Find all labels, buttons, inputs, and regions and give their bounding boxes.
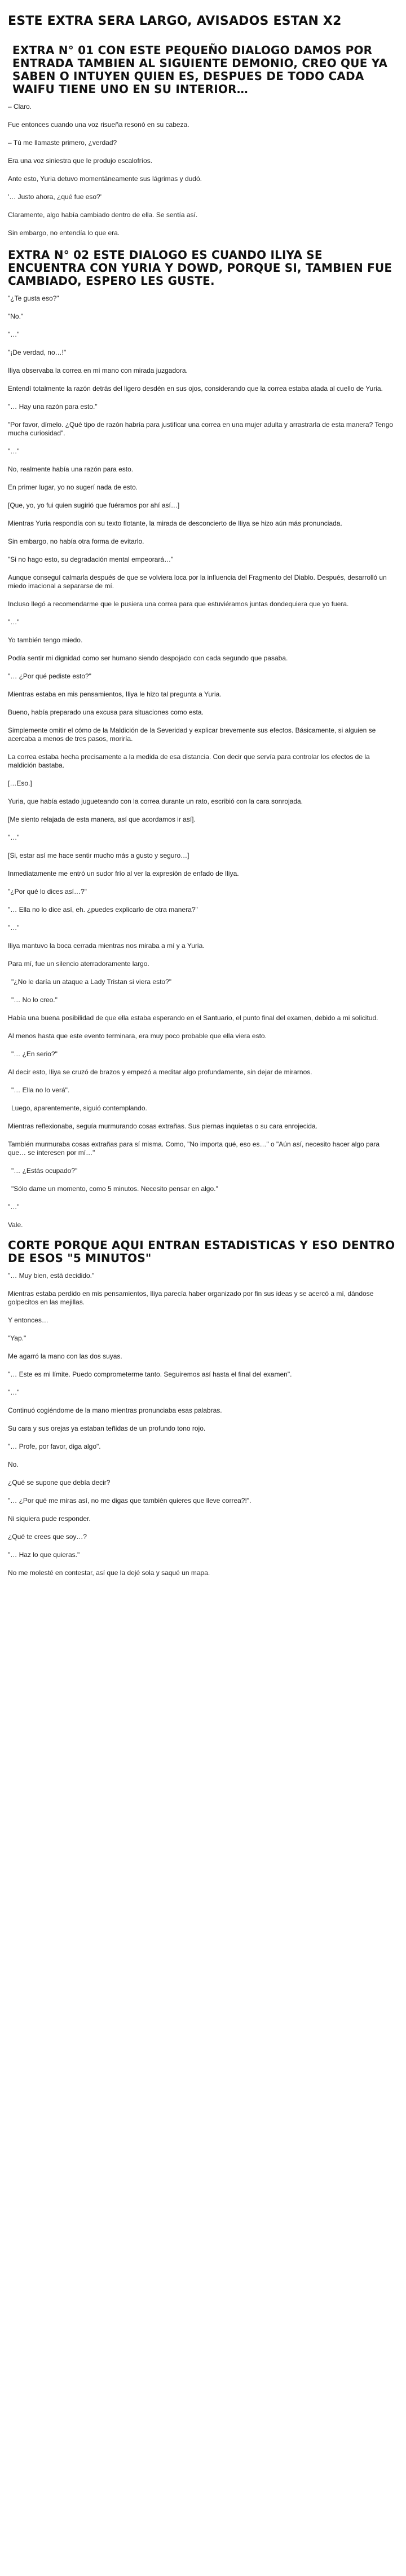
paragraph: "… ¿Estás ocupado?" xyxy=(11,1167,78,1175)
paragraph: "Yap." xyxy=(8,1334,27,1342)
paragraph: Mientras estaba perdido en mis pensamientos, Iliya parecía haber organizado por fin sus ideas y se acercó a mí, dándose golpecitos en las mejillas. xyxy=(8,1290,374,1306)
paragraph: Iliya observaba la correa en mi mano con mirada juzgadora. xyxy=(8,367,188,374)
paragraph: "…" xyxy=(8,833,20,841)
stats-cut-section xyxy=(8,1239,398,1577)
paragraph: "… ¿Por qué pediste esto?" xyxy=(8,672,91,680)
paragraph: No, realmente había una razón para esto. xyxy=(8,465,134,473)
paragraph: En primer lugar, yo no sugerí nada de esto. xyxy=(8,483,138,491)
paragraph: "… No lo creo." xyxy=(11,996,58,1004)
paragraph: "… Este es mi límite. Puedo comprometerme tanto. Seguiremos así hasta el final del examen". xyxy=(8,1370,292,1378)
paragraph: "¡De verdad, no…!" xyxy=(8,349,67,356)
paragraph: "¿No le daría un ataque a Lady Tristan si viera esto?" xyxy=(11,978,172,986)
paragraph: Sin embargo, no había otra forma de evitarlo. xyxy=(8,537,144,545)
paragraph: Era una voz siniestra que le produjo escalofríos. xyxy=(8,157,153,165)
paragraph: También murmuraba cosas extrañas para sí misma. Como, "No importa qué, eso es…" o "Aún así, necesito hacer algo para que… se interesen por mí…" xyxy=(8,1140,380,1157)
paragraph: Vale. xyxy=(8,1221,23,1229)
paragraph: Bueno, había preparado una excusa para situaciones como esta. xyxy=(8,708,204,716)
paragraph: [Si, estar así me hace sentir mucho más a gusto y seguro…] xyxy=(8,852,189,859)
paragraph: "…" xyxy=(8,1203,20,1211)
paragraph: "Si no hago esto, su degradación mental empeorará…" xyxy=(8,555,174,563)
paragraph: '… Justo ahora, ¿qué fue eso?' xyxy=(8,193,102,201)
extra-02-section xyxy=(8,249,398,1229)
paragraph: Su cara y sus orejas ya estaban teñidas de un profundo tono rojo. xyxy=(8,1424,206,1432)
extra-02-heading: EXTRA N° 02 ESTE DIALOGO ES CUANDO ILIYA SE ENCUENTRA CON YURIA Y DOWD, PORQUE SI, TAMBIEN FUE CAMBIADO, ESPERO LES GUSTE. xyxy=(8,248,392,288)
paragraph: Simplemente omitir el cómo de la Maldición de la Severidad y explicar brevemente sus efectos. Básicamente, si alguien se acercaba a menos de tres pasos, moriría. xyxy=(8,726,376,743)
paragraph: ¿Qué te crees que soy…? xyxy=(8,1533,87,1541)
paragraph: Mientras reflexionaba, seguía murmurando cosas extrañas. Sus piernas inquietas o su cara enrojecida. xyxy=(8,1122,317,1130)
paragraph: "… Profe, por favor, diga algo". xyxy=(8,1443,101,1450)
paragraph: "Sólo dame un momento, como 5 minutos. Necesito pensar en algo." xyxy=(11,1185,218,1193)
paragraph: Ante esto, Yuria detuvo momentáneamente sus lágrimas y dudó. xyxy=(8,175,202,183)
paragraph: "…" xyxy=(8,924,20,932)
paragraph: – Tú me llamaste primero, ¿verdad? xyxy=(8,139,117,147)
paragraph: Al menos hasta que este evento terminara, era muy poco probable que ella viera esto. xyxy=(8,1032,267,1040)
paragraph: Inmediatamente me entró un sudor frío al ver la expresión de enfado de Iliya. xyxy=(8,870,239,877)
paragraph: Al decir esto, Iliya se cruzó de brazos y empezó a meditar algo profundamente, sin dejar de mirarnos. xyxy=(8,1068,312,1076)
paragraph: "… Ella no lo verá". xyxy=(11,1086,70,1094)
paragraph: "…" xyxy=(8,1388,20,1396)
paragraph: Incluso llegó a recomendarme que le pusiera una correa para que estuviéramos juntas dondequiera que yo fuera. xyxy=(8,600,349,608)
paragraph: "… Hay una razón para esto." xyxy=(8,403,98,411)
paragraph: Sin embargo, no entendía lo que era. xyxy=(8,229,120,237)
paragraph: "… Muy bien, está decidido." xyxy=(8,1272,95,1280)
paragraph: Iliya mantuvo la boca cerrada mientras nos miraba a mí y a Yuria. xyxy=(8,942,205,950)
paragraph: [Me siento relajada de esta manera, así que acordamos ir así]. xyxy=(8,815,196,823)
paragraph: [Que, yo, yo fui quien sugirió que fuéramos por ahí así…] xyxy=(8,501,180,509)
paragraph: "…" xyxy=(8,618,20,626)
paragraph: Había una buena posibilidad de que ella estaba esperando en el Santuario, el punto final del examen, debido a mi solicitud. xyxy=(8,1014,378,1022)
paragraph: ¿Qué se supone que debía decir? xyxy=(8,1479,111,1487)
stats-cut-heading: CORTE PORQUE AQUI ENTRAN ESTADISTICAS Y ESO DENTRO DE ESOS "5 MINUTOS" xyxy=(8,1238,395,1265)
paragraph: Yuria, que había estado jugueteando con la correa durante un rato, escribió con la cara sonrojada. xyxy=(8,797,303,805)
paragraph: "… Haz lo que quieras." xyxy=(8,1551,80,1559)
paragraph: – Claro. xyxy=(8,103,32,111)
paragraph: "…" xyxy=(8,447,20,455)
paragraph: Mientras Yuria respondía con su texto flotante, la mirada de desconcierto de Iliya se hizo aún más pronunciada. xyxy=(8,519,342,527)
paragraph: La correa estaba hecha precisamente a la medida de esa distancia. Con decir que servía para controlar los efectos de la maldición bastaba. xyxy=(8,753,370,769)
paragraph: "… ¿Por qué me miras así, no me digas que también quieres que lleve correa?!". xyxy=(8,1497,251,1505)
paragraph: Yo también tengo miedo. xyxy=(8,636,83,644)
paragraph: Continuó cogiéndome de la mano mientras pronunciaba esas palabras. xyxy=(8,1406,222,1414)
page-title: ESTE EXTRA SERA LARGO, AVISADOS ESTAN X2 xyxy=(8,14,342,28)
paragraph: Para mí, fue un silencio aterradoramente largo. xyxy=(8,960,149,968)
paragraph: "Por favor, dímelo. ¿Qué tipo de razón habría para justificar una correa en una mujer adulta y arrastrarla de esta manera? Tengo mucha curiosidad". xyxy=(8,421,394,437)
paragraph: "… Ella no lo dice así, eh. ¿puedes explicarlo de otra manera?" xyxy=(8,906,198,914)
paragraph: Mientras estaba en mis pensamientos, Iliya le hizo tal pregunta a Yuria. xyxy=(8,690,222,698)
paragraph: No. xyxy=(8,1461,19,1468)
paragraph: Aunque conseguí calmarla después de que se volviera loca por la influencia del Fragmento del Diablo. Después, desarrolló un miedo irracional a separarse de mí. xyxy=(8,574,387,590)
paragraph: No me molesté en contestar, así que la dejé sola y saqué un mapa. xyxy=(8,1569,210,1577)
paragraph: "…" xyxy=(8,330,20,338)
paragraph: Ni siquiera pude responder. xyxy=(8,1515,91,1523)
paragraph: Y entonces… xyxy=(8,1316,48,1324)
paragraph: […Eso.] xyxy=(8,779,32,787)
paragraph: "No." xyxy=(8,312,24,320)
paragraph: "… ¿En serio?" xyxy=(11,1050,58,1058)
paragraph: Fue entonces cuando una voz risueña resonó en su cabeza. xyxy=(8,121,189,129)
paragraph: Me agarró la mano con las dos suyas. xyxy=(8,1352,122,1360)
paragraph: "¿Te gusta eso?" xyxy=(8,294,59,302)
paragraph: Podía sentir mi dignidad como ser humano siendo despojado con cada segundo que pasaba. xyxy=(8,654,288,662)
paragraph: Claramente, algo había cambiado dentro de ella. Se sentía así. xyxy=(8,211,198,219)
extra-01-heading: EXTRA N° 01 CON ESTE PEQUEÑO DIALOGO DAMOS POR ENTRADA TAMBIEN AL SIGUIENTE DEMONIO, CREO QUE YA SABEN O INTUYEN QUIEN ES, DESPUES DE TODO CADA WAIFU TIENE UNO EN SU INTERIOR… xyxy=(12,43,388,96)
paragraph: Entendí totalmente la razón detrás del ligero desdén en sus ojos, considerando que la correa estaba atada al cuello de Yuria. xyxy=(8,385,383,392)
paragraph: "¿Por qué lo dices así…?" xyxy=(8,888,87,896)
extra-01-section xyxy=(8,44,398,237)
paragraph: Luego, aparentemente, siguió contemplando. xyxy=(11,1104,147,1112)
